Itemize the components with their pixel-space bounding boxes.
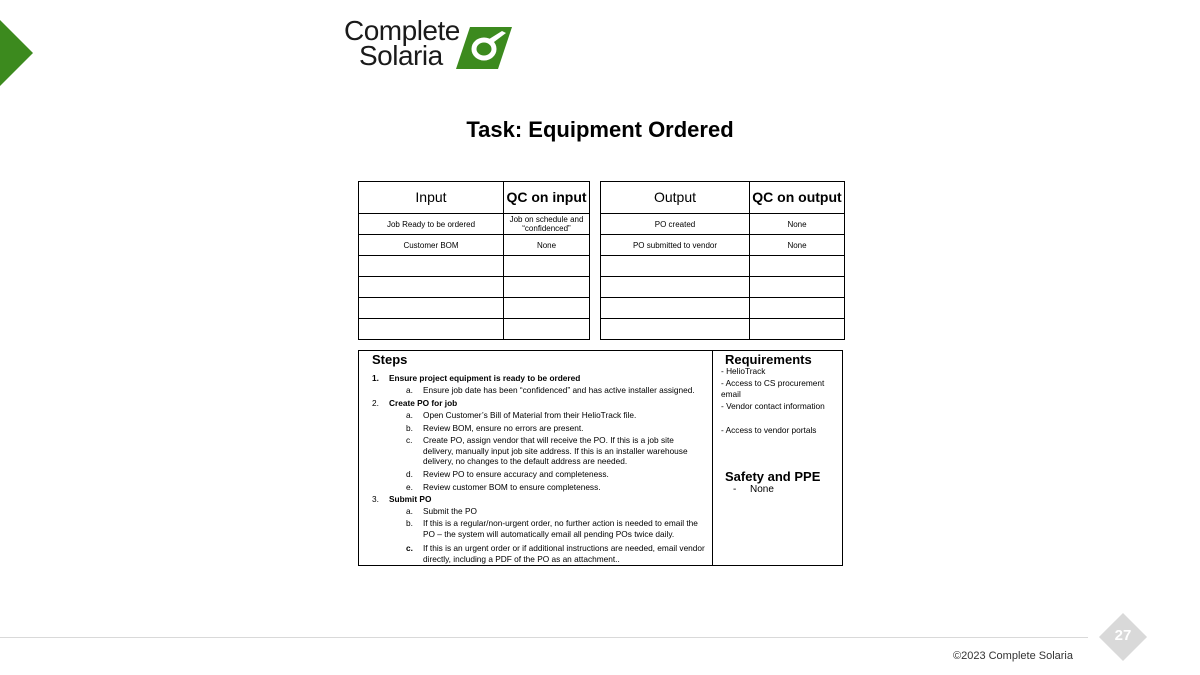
table-row — [359, 298, 590, 319]
table-cell — [359, 298, 504, 319]
step-number: 2. — [372, 398, 379, 408]
step-number: 3. — [372, 494, 379, 504]
input-header: Input — [359, 182, 504, 214]
substep-text: Open Customer’s Bill of Material from their HelioTrack file. — [423, 410, 637, 420]
requirement-item: - Access to vendor portals — [721, 425, 817, 435]
table-cell: Customer BOM — [359, 235, 504, 256]
table-row — [601, 235, 845, 256]
table-cell: Job on schedule and “confidenced” — [504, 214, 590, 235]
table-cell: None — [504, 235, 590, 256]
page-number: 27 — [1114, 627, 1132, 644]
substep-letter: c. — [406, 435, 413, 445]
safety-heading: Safety and PPE — [725, 469, 821, 484]
corner-accent-triangle — [0, 20, 33, 86]
substep-text: If this is a regular/non-urgent order, no further action is needed to email the PO – the system will automatically email all pending POs twice daily. — [423, 518, 698, 539]
table-cell — [359, 277, 504, 298]
steps-heading: Steps — [372, 352, 408, 367]
table-cell: PO submitted to vendor — [601, 235, 750, 256]
safety-bullet: - — [733, 484, 737, 495]
complete-solaria-logo — [344, 15, 514, 71]
logo-line2: Solaria — [359, 40, 443, 71]
step-2c — [406, 435, 706, 467]
substep-letter: b. — [406, 518, 413, 528]
table-row — [359, 256, 590, 277]
footer-copyright: ©2023 Complete Solaria — [952, 650, 1073, 662]
table-cell: None — [750, 214, 845, 235]
table-cell — [504, 319, 590, 340]
table-cell: Job Ready to be ordered — [359, 214, 504, 235]
qc-input-header: QC on input — [504, 182, 590, 214]
table-cell — [601, 319, 750, 340]
input-table — [358, 181, 590, 340]
logo-wordmark — [344, 15, 460, 71]
substep-letter: b. — [406, 423, 413, 433]
step-3a — [406, 506, 706, 517]
step-number: 1. — [372, 373, 379, 383]
substep-text: Ensure job date has been “confidenced” and has active installer assigned. — [423, 385, 695, 395]
footer-divider — [0, 637, 1088, 638]
substep-letter: c. — [406, 543, 413, 553]
table-row — [601, 319, 845, 340]
logo-line1: Complete — [344, 15, 460, 46]
substep-letter: d. — [406, 469, 413, 479]
step-3b — [406, 518, 706, 539]
page-title: Task: Equipment Ordered — [466, 117, 734, 142]
step-text: Submit PO — [389, 494, 432, 504]
step-text: Create PO for job — [389, 398, 458, 408]
table-cell — [504, 277, 590, 298]
substep-text: Review BOM, ensure no errors are present. — [423, 423, 584, 433]
step-text: Ensure project equipment is ready to be ordered — [389, 373, 581, 383]
table-cell — [601, 277, 750, 298]
step-1a — [406, 385, 706, 396]
table-row — [359, 214, 590, 235]
table-row — [601, 256, 845, 277]
table-cell — [601, 256, 750, 277]
requirements-heading: Requirements — [725, 352, 812, 367]
table-cell — [504, 298, 590, 319]
table-cell — [359, 256, 504, 277]
step-2d — [406, 469, 706, 480]
substep-text: Submit the PO — [423, 506, 477, 516]
output-header: Output — [601, 182, 750, 214]
table-cell — [750, 277, 845, 298]
requirements-panel — [713, 351, 842, 565]
substep-text: Review PO to ensure accuracy and completeness. — [423, 469, 609, 479]
table-row — [601, 277, 845, 298]
requirement-item: - HelioTrack — [721, 366, 766, 376]
table-cell — [601, 298, 750, 319]
substep-letter: a. — [406, 506, 413, 516]
substep-letter: a. — [406, 385, 413, 395]
table-cell — [750, 256, 845, 277]
steps-requirements-box — [358, 350, 843, 566]
table-row — [601, 298, 845, 319]
qc-output-header: QC on output — [750, 182, 845, 214]
table-cell — [359, 319, 504, 340]
requirement-item: - Access to CS procurement email — [721, 378, 825, 399]
table-row — [359, 235, 590, 256]
logo-mark-icon — [456, 27, 512, 69]
step-2e — [406, 482, 706, 493]
step-2b — [406, 423, 706, 434]
substep-letter: a. — [406, 410, 413, 420]
requirement-item: - Vendor contact information — [721, 401, 825, 411]
steps-panel — [359, 351, 713, 565]
table-row — [359, 319, 590, 340]
substep-text: If this is an urgent order or if additional instructions are needed, email vendor directly, including a PDF of the PO as an attachment.. — [423, 543, 705, 564]
table-row — [601, 214, 845, 235]
table-cell: None — [750, 235, 845, 256]
table-cell: PO created — [601, 214, 750, 235]
output-table — [600, 181, 845, 340]
substep-letter: e. — [406, 482, 413, 492]
substep-text: Create PO, assign vendor that will receive the PO. If this is a job site delivery, manually input job site address. If this is an installer warehouse delivery, no changes to the default address are needed. — [423, 435, 688, 466]
table-cell — [750, 319, 845, 340]
step-2a — [406, 410, 706, 421]
safety-item: None — [750, 484, 774, 495]
table-cell — [504, 256, 590, 277]
table-row — [359, 277, 590, 298]
substep-text: Review customer BOM to ensure completeness. — [423, 482, 601, 492]
step-3c — [406, 543, 706, 564]
table-cell — [750, 298, 845, 319]
